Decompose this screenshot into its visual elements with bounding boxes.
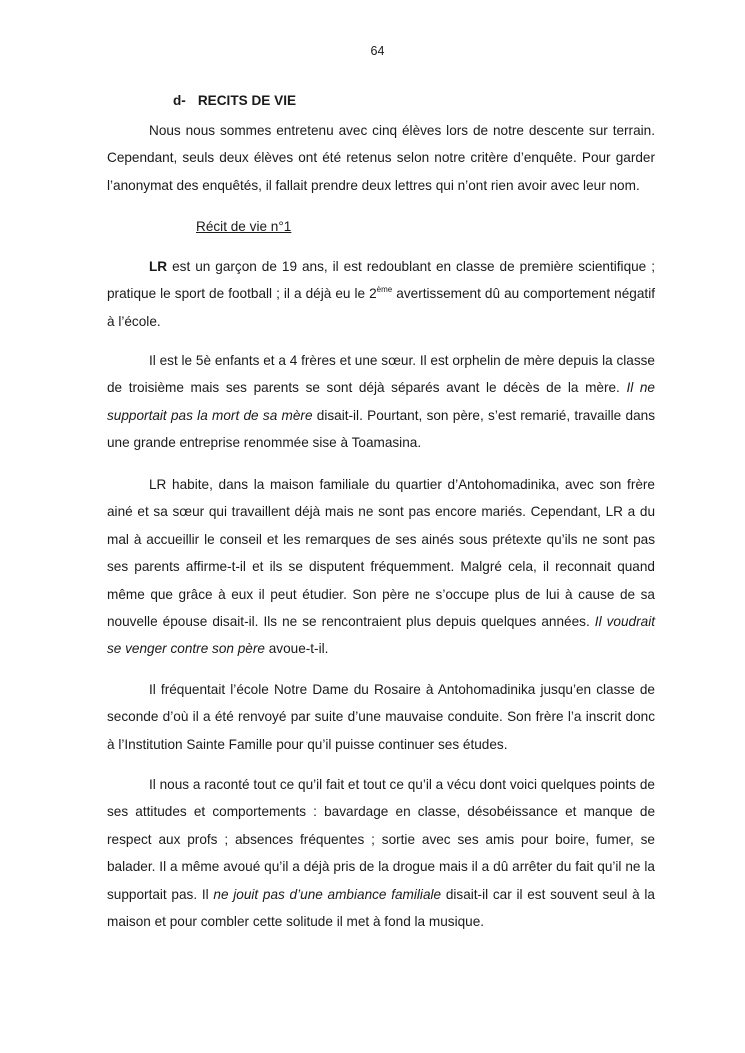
quote: Il ne supportait pas la mort de sa mère [107,380,655,423]
page-number: 64 [370,44,385,58]
text: Il est le 5è enfants et a 4 frères et une sœur. Il est orphelin de mère depuis la classe de troisième mais ses parents se sont déjà séparés avant le décès de la mère. [107,353,655,396]
paragraph-family [107,347,655,457]
paragraph-school: Il fréquentait l’école Notre Dame du Rosaire à Antohomadinika jusqu’en classe de seconde d’où il a été renvoyé par suite d’une mauvaise conduite. Son frère l’a inscrit donc à l’Institution Sainte Famille pour qu’il puisse continuer ses études. [107,682,655,752]
text: disait-il. Pourtant, son père, s’est remarié, travaille dans une grande entreprise renommée sise à Toamasina. [107,407,655,451]
quote: Il voudrait se venger contre son père [107,614,656,657]
section-title: RECITS DE VIE [197,93,297,108]
text: disait-il car il est souvent seul à la maison et pour combler cette solitude il met à fond la musique. [107,886,655,930]
section-number: d- [173,93,186,108]
paragraph-profile [107,253,655,335]
subject-initials: LR [149,259,168,274]
subsection-title: Récit de vie n°1 [196,219,292,234]
text: Il nous a raconté tout ce qu’il fait et tout ce qu’il a vécu dont voici quelques points de ses attitudes et comportements : bavardage en classe, désobéissance et manque de respect aux profs ; absences fréquentes ; sortie avec ses amis pour boire, fumer, se balader. Il a même avoué qu’il a déjà pris de la drogue mais il a dû arrêter du fait qu’il ne la supportait pas. Il [107,777,655,902]
text: est un garçon de 19 ans, il est redoublant en classe de première scientifique ; pratique le sport de football ; il a déjà eu le 2 [107,259,655,302]
text: LR habite, dans la maison familiale du quartier d’Antohomadinika, avec son frère ainé et sa sœur qui travaillent déjà mais ne sont pas encore mariés. Cependant, LR a du mal à accueillir le conseil et les remarques de ses ainés sous prétexte qu’ils ne sont pas ses parents affirme-t-il et ils se disputent fréquemment. Malgré cela, il reconnait quand même que grâce à eux il peut étudier. Son père ne s’occupe plus de lui à cause de sa nouvelle épouse disait-il. Ils ne se rencontraient plus depuis quelques années. [107,477,655,630]
text: avertissement dû au comportement négatif à l’école. [107,286,655,329]
text: avoue-t-il. [264,641,329,657]
section-heading [173,91,296,111]
paragraph-behaviour [107,771,655,935]
paragraph-home [107,471,655,663]
quote: ne jouit pas d’une ambiance familiale [213,886,442,902]
intro-paragraph: Nous nous sommes entretenu avec cinq élèves lors de notre descente sur terrain. Cependant, seuls deux élèves ont été retenus selon notre critère d’enquête. Pour garder l’anonymat des enquêtés, il fallait prendre deux lettres qui n’ont rien avoir avec leur nom. [107,123,655,193]
superscript: ème [376,285,393,295]
